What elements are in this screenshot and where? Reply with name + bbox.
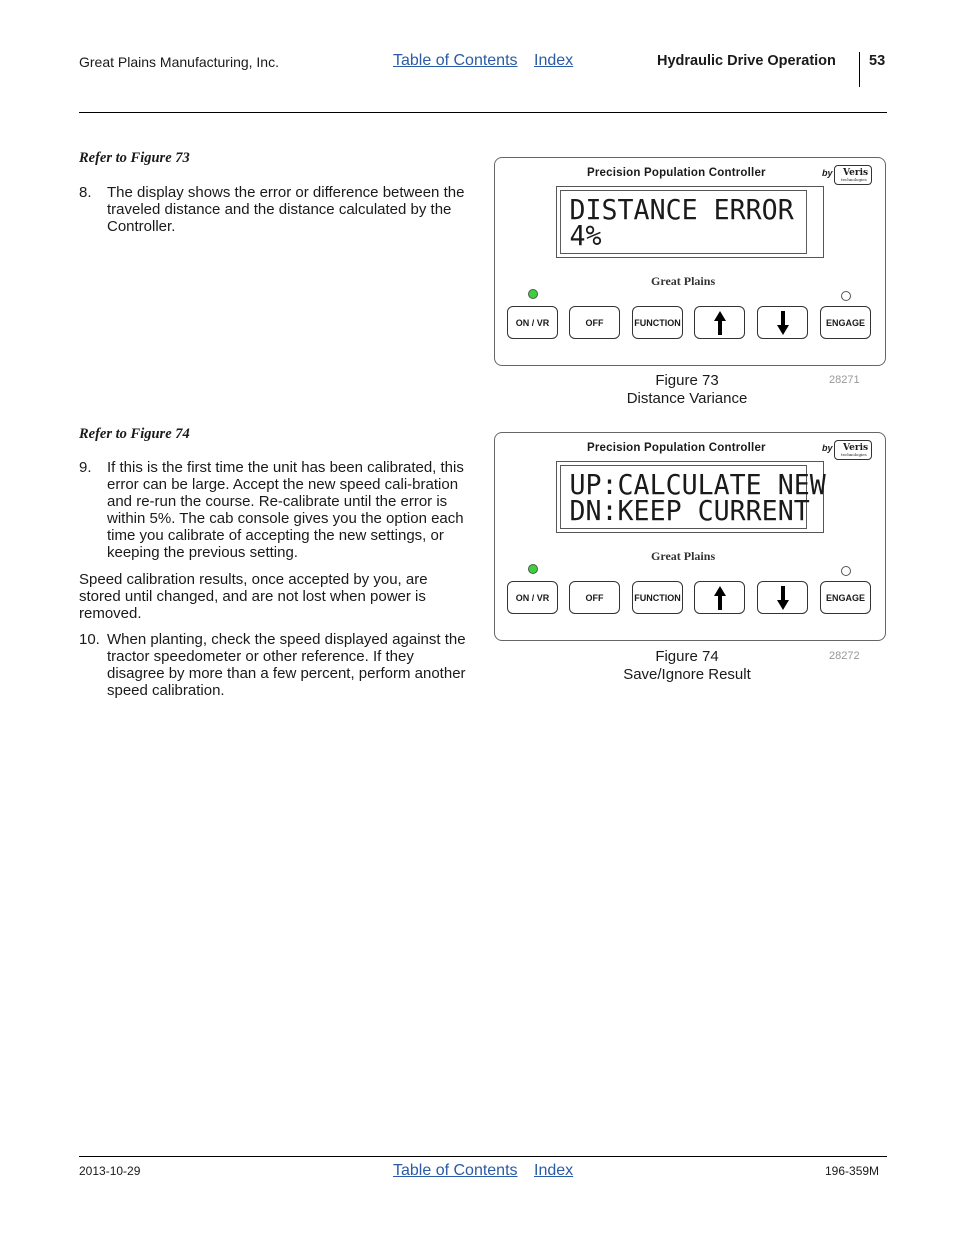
document-number: 196-359M [825,1164,880,1178]
step-9-number: 9. [79,459,92,476]
figure-74-caption [587,648,787,684]
lcd-screen [560,190,807,254]
lcd-display [556,186,824,258]
engage-button[interactable]: ENGAGE [820,306,871,339]
led-engage-indicator [841,291,851,301]
step-10-text: When planting, check the speed displayed against the tractor speedometer or other reference. If they disagree by more than a few percent, perform another speed calibration. [107,631,466,699]
veris-logo [834,440,872,460]
index-link-header[interactable]: Index [534,52,574,69]
lcd-line-1: DISTANCE ERROR [569,193,794,226]
veris-logo-text: Veris [843,168,869,178]
by-label: by [822,168,833,178]
down-arrow-icon [776,586,790,610]
figure-74-number: Figure 74 [655,648,719,665]
lcd-display [556,461,824,533]
step-8-text: The display shows the error or difference between the traveled distance and the distance calculated by the Controller. [107,184,465,235]
led-on-indicator [528,564,538,574]
lcd-screen [560,465,826,529]
index-link-footer[interactable]: Index [534,1162,574,1179]
down-button[interactable] [757,306,808,339]
veris-logo-text: Veris [843,443,869,453]
up-arrow-icon [713,311,727,335]
figure-73-image-id: 28271 [829,374,860,386]
section-title: Hydraulic Drive Operation [657,53,836,69]
refer-figure-73: Refer to Figure 73 [79,150,190,166]
function-button[interactable]: FUNCTION [632,306,683,339]
great-plains-logo: Great Plains [651,549,716,563]
controller-panel-figure-73 [494,157,886,366]
led-on-indicator [528,289,538,299]
veris-logo-subtext: technologies [841,177,867,182]
controller-panel-figure-74 [494,432,886,641]
figure-74-title: Save/Ignore Result [623,666,751,683]
down-arrow-icon [776,311,790,335]
toc-link-footer[interactable]: Table of Contents [393,1162,518,1179]
company-name: Great Plains Manufacturing, Inc. [79,54,279,70]
figure-73-number: Figure 73 [655,372,719,389]
speed-calibration-paragraph: Speed calibration results, once accepted by you, are stored until changed, and are not lost when power is removed. [79,571,428,622]
step-10-number: 10. [79,631,100,648]
lcd-line-2: 4% [569,219,602,252]
header-rule [79,112,887,113]
function-button[interactable]: FUNCTION [632,581,683,614]
lcd-line-1: UP:CALCULATE NEW [569,468,826,501]
lcd-line-2: DN:KEEP CURRENT [569,494,810,527]
off-button[interactable]: OFF [569,306,620,339]
veris-logo-subtext: technologies [841,452,867,457]
figure-73-caption [587,372,787,408]
engage-button[interactable]: ENGAGE [820,581,871,614]
figure-74-image-id: 28272 [829,650,860,662]
led-engage-indicator [841,566,851,576]
figure-73-title: Distance Variance [626,390,748,407]
great-plains-logo: Great Plains [651,274,716,288]
refer-figure-74: Refer to Figure 74 [79,426,190,442]
down-button[interactable] [757,581,808,614]
up-arrow-icon [713,586,727,610]
veris-logo [834,165,872,185]
panel-title: Precision Population Controller [587,442,766,454]
up-button[interactable] [694,581,745,614]
step-8-number: 8. [79,184,92,201]
page-number: 53 [869,53,886,69]
header-divider [859,52,860,87]
toc-link-header[interactable]: Table of Contents [393,52,518,69]
up-button[interactable] [694,306,745,339]
on-vr-button[interactable]: ON / VR [507,306,558,339]
on-vr-button[interactable]: ON / VR [507,581,558,614]
panel-title: Precision Population Controller [587,167,766,179]
by-label: by [822,443,833,453]
off-button[interactable]: OFF [569,581,620,614]
step-9-text: If this is the first time the unit has been calibrated, this error can be large. Accept the new speed cali-bration and re-run the course. Re-calibrate until the error is within 5%. The cab console gives you the option each time you calibrate of accepting the new settings, or keeping the previous setting. [107,459,464,561]
footer-rule [79,1156,887,1157]
footer-date: 2013-10-29 [79,1164,141,1178]
